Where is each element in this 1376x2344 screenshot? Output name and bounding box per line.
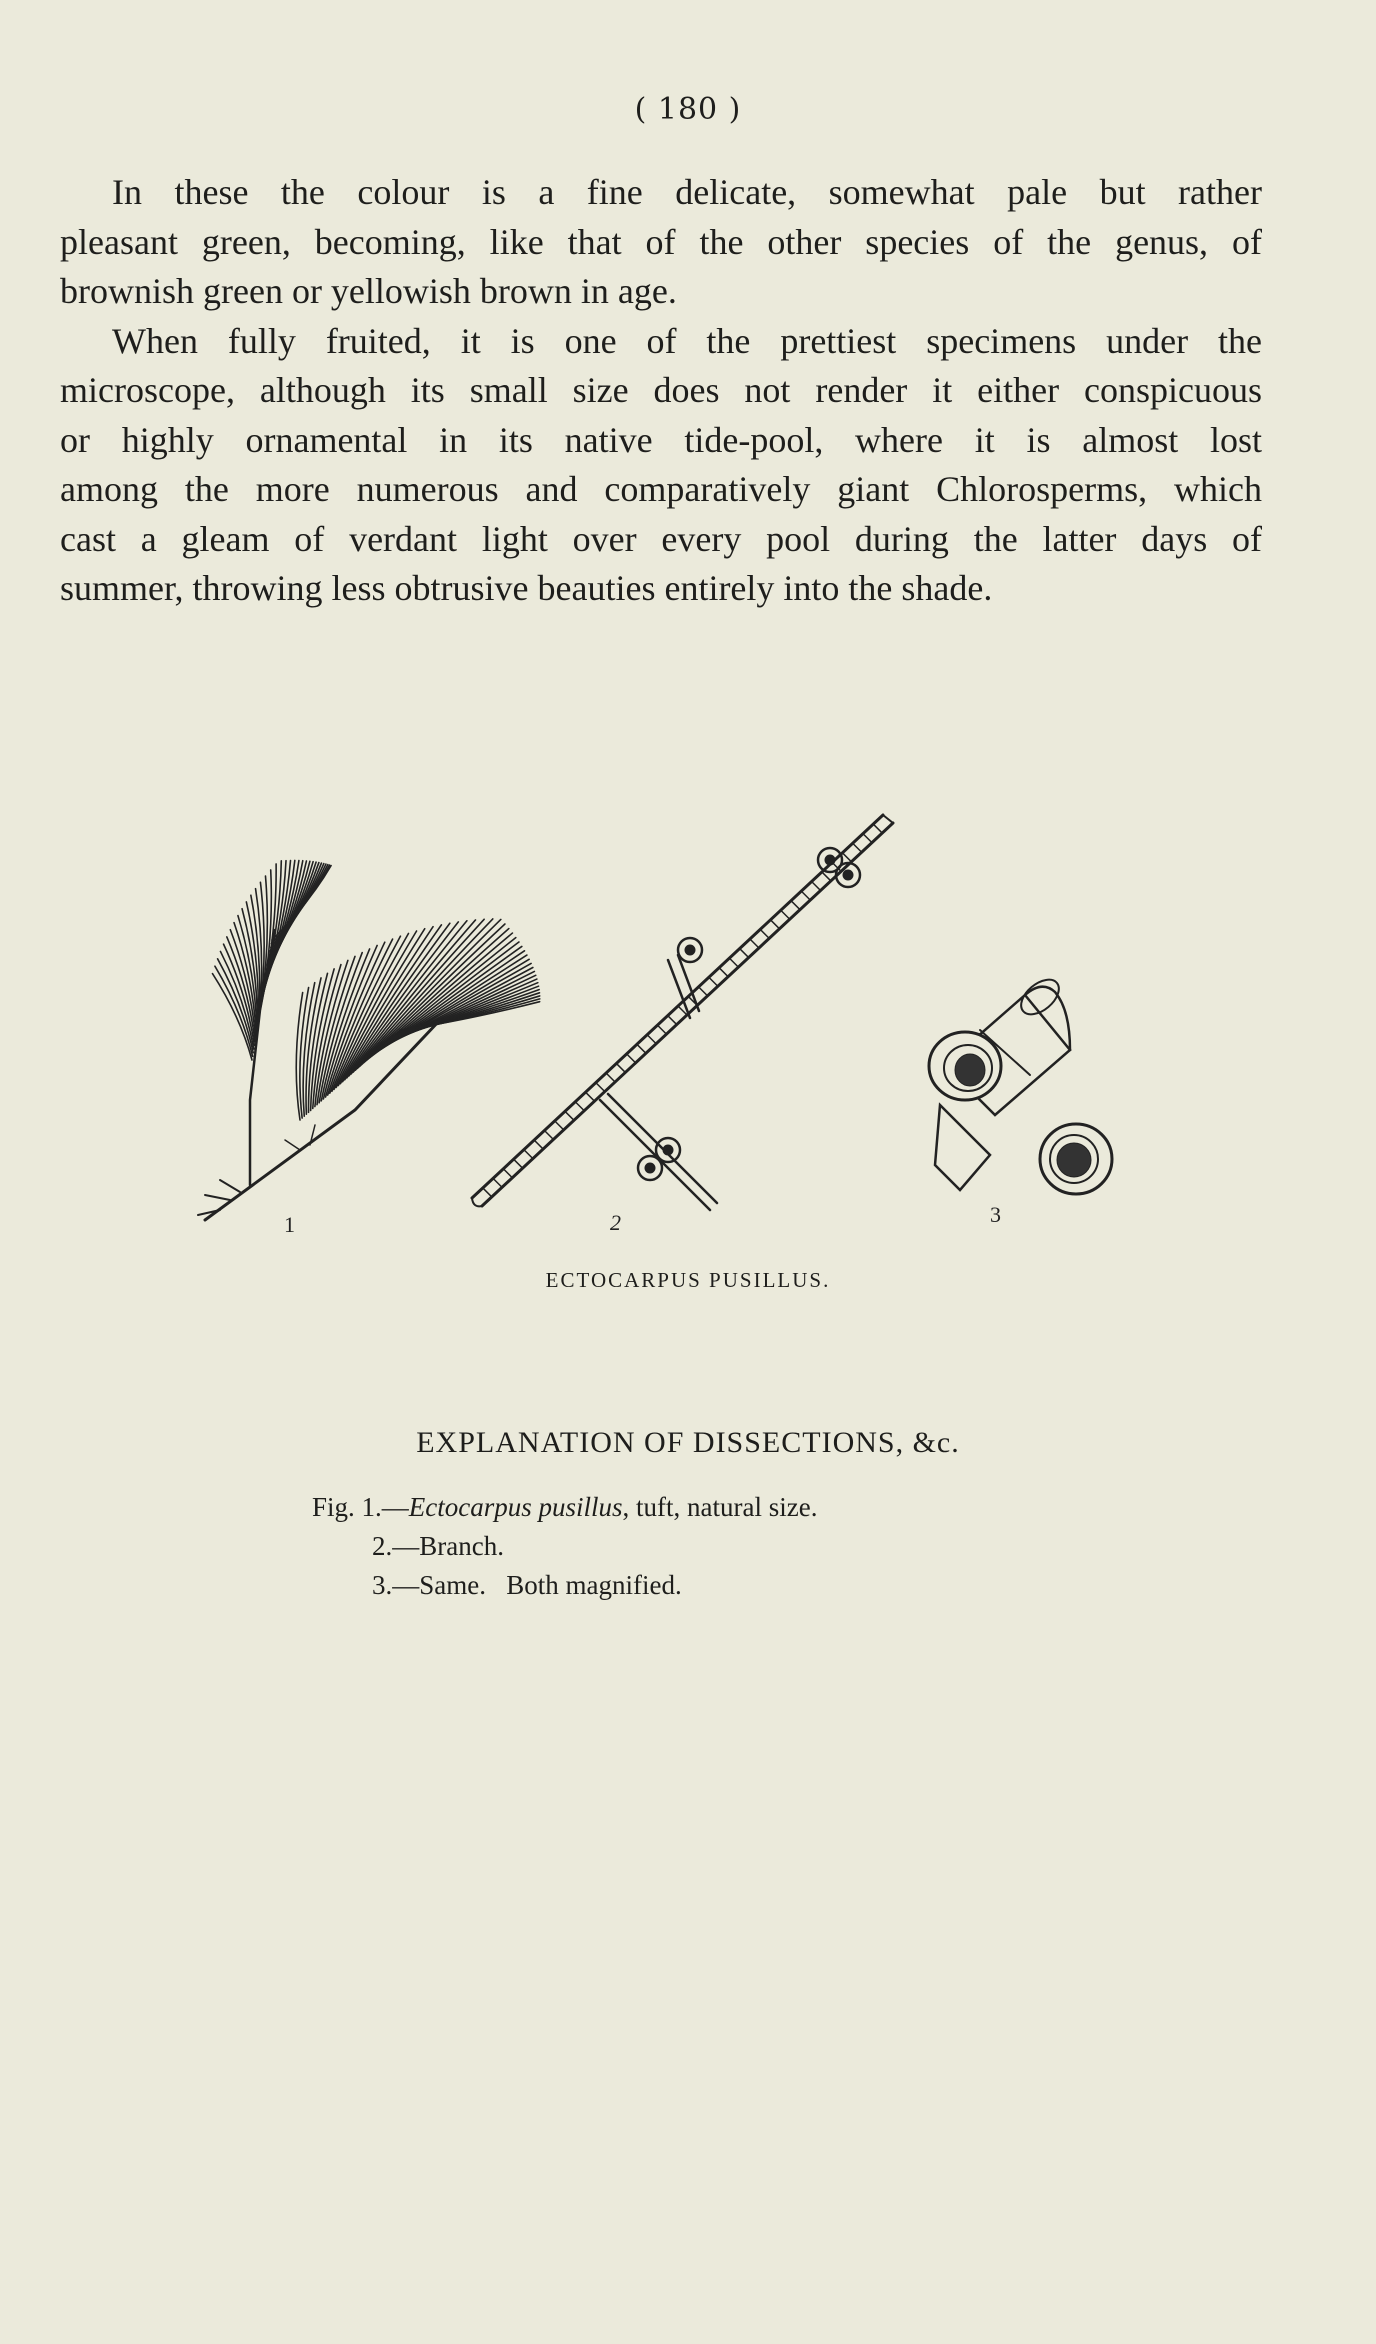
explanation-item bbox=[312, 1527, 817, 1566]
body-line: among the more numerous and comparatively giant Chlorosperms, which bbox=[60, 469, 1262, 509]
figure-label-3: 3 bbox=[990, 1202, 1001, 1227]
explanation-item-prefix: Fig. 1.— bbox=[312, 1492, 409, 1522]
explanation-item-prefix: 3.—Same. Both magnified. bbox=[372, 1570, 682, 1600]
figure-caption: ECTOCARPUS PUSILLUS. bbox=[545, 1268, 831, 1292]
body-line: microscope, although its small size does not render it either conspicuous bbox=[60, 370, 1262, 410]
explanation-list bbox=[312, 1488, 817, 1605]
body-line: In these the colour is a fine delicate, somewhat pale but rather bbox=[112, 172, 1262, 212]
body-line: brownish green or yellowish brown in age. bbox=[60, 271, 677, 311]
figure-label-2: 2 bbox=[610, 1210, 621, 1235]
branch-drawing bbox=[472, 815, 893, 1210]
explanation-heading: EXPLANATION OF DISSECTIONS, &c. bbox=[416, 1426, 960, 1459]
figure-illustration bbox=[190, 760, 1150, 1250]
magnified-segment-drawing bbox=[929, 973, 1112, 1194]
body-text bbox=[60, 168, 1262, 614]
figure-label-1: 1 bbox=[284, 1212, 295, 1237]
explanation-item bbox=[312, 1488, 817, 1527]
body-line: or highly ornamental in its native tide-pool, where it is almost lost bbox=[60, 419, 1262, 460]
tuft-drawing bbox=[198, 860, 540, 1220]
explanation-item-rest: , tuft, natural size. bbox=[622, 1492, 818, 1522]
body-line: cast a gleam of verdant light over every pool during the latter days of bbox=[60, 518, 1262, 559]
explanation-item-species: Ectocarpus pusillus bbox=[408, 1492, 623, 1522]
botanical-figure bbox=[190, 760, 1150, 1250]
body-line: When fully fruited, it is one of the prettiest specimens under the bbox=[112, 320, 1262, 361]
explanation-item-prefix: 2.—Branch. bbox=[372, 1531, 504, 1561]
body-line: pleasant green, becoming, like that of the other species of the genus, of bbox=[60, 221, 1262, 262]
page-number: ( 180 ) bbox=[634, 92, 742, 127]
explanation-item bbox=[312, 1566, 817, 1605]
body-line: summer, throwing less obtrusive beauties entirely into the shade. bbox=[60, 568, 993, 608]
